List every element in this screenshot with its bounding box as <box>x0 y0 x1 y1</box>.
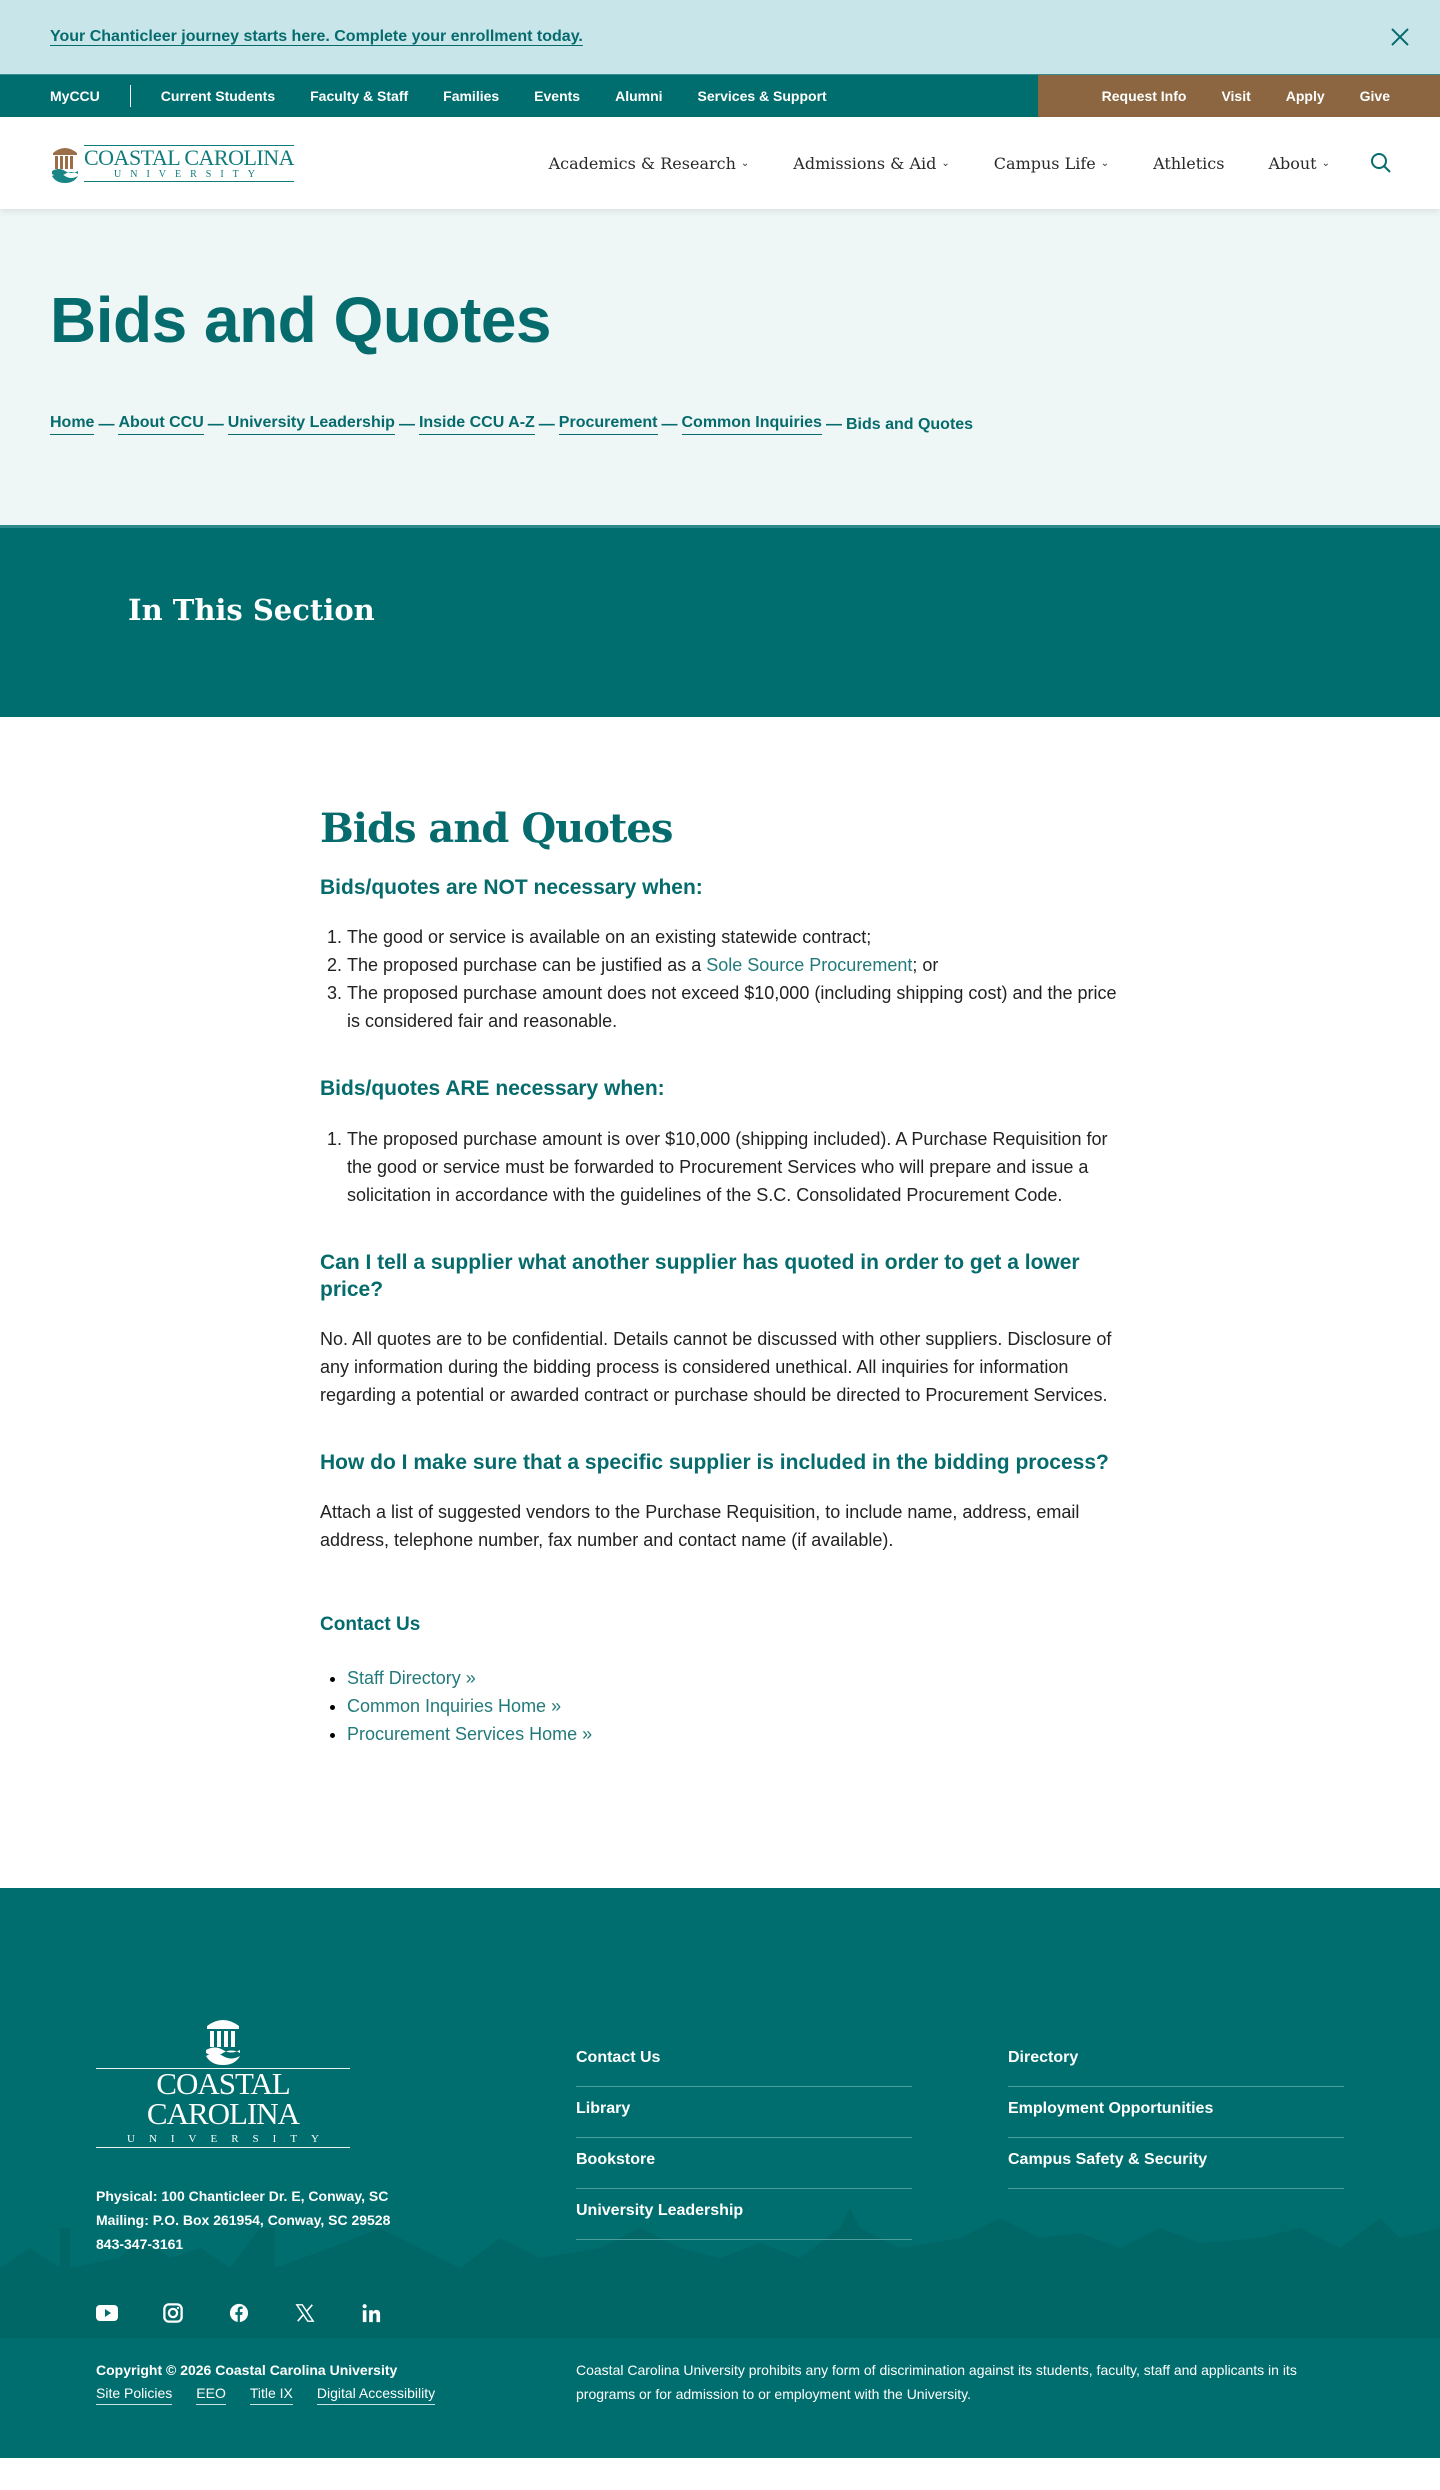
close-icon <box>1388 25 1412 49</box>
utility-link-alumni[interactable]: Alumni <box>615 88 663 104</box>
breadcrumb <box>50 414 1390 435</box>
faq-answer: No. All quotes are to be confidential. Details cannot be discussed with other suppliers. Disclosure of any information during the bidding process is considered unethical. All inquiries for information regarding a potential or awarded contract or purchase should be directed to Procurement Services. <box>320 1329 1112 1406</box>
utility-link-services-support[interactable]: Services & Support <box>697 88 827 104</box>
list-item-text: The proposed purchase can be justified as a <box>347 955 707 976</box>
in-this-section-band <box>0 525 1440 717</box>
give-link[interactable]: Give <box>1359 88 1390 104</box>
utility-link-current-students[interactable]: Current Students <box>160 88 276 104</box>
alert-close-button[interactable] <box>1388 25 1412 49</box>
faq-question: Can I tell a supplier what another supplier has quoted in order to get a lower price? <box>320 1250 1080 1301</box>
footer-link-library[interactable]: Library <box>576 2087 912 2138</box>
contact-us-heading: Contact Us <box>320 1614 421 1636</box>
breadcrumb-common-inquiries[interactable]: Common Inquiries <box>682 414 822 435</box>
phone-number: 843-347-3161 <box>96 2236 184 2253</box>
sole-source-procurement-link[interactable]: Sole Source Procurement <box>706 955 913 976</box>
breadcrumb-university-leadership[interactable]: University Leadership <box>228 414 395 435</box>
breadcrumb-inside-ccu-a-z[interactable]: Inside CCU A-Z <box>419 414 535 435</box>
nav-label: Admissions & Aid <box>793 153 937 173</box>
utility-link-families[interactable]: Families <box>443 88 500 104</box>
site-policies-link[interactable]: Site Policies <box>96 2382 172 2405</box>
nav-admissions-aid[interactable] <box>793 154 950 173</box>
contact-links-list <box>320 1664 1120 1748</box>
list-item <box>347 1664 1120 1692</box>
in-this-section-heading: In This Section <box>128 593 375 627</box>
utility-divider <box>130 85 131 107</box>
nondiscrimination-statement: Coastal Carolina University prohibits any form of discrimination against its students, faculty, staff and applicants in its programs or for admission to or employment with the University. <box>576 2362 1297 2403</box>
digital-accessibility-link[interactable]: Digital Accessibility <box>317 2382 435 2405</box>
page-title: Bids and Quotes <box>50 284 551 356</box>
cupola-wave-logo-icon <box>50 141 80 185</box>
university-logo[interactable] <box>50 141 294 185</box>
footer-link-university-leadership[interactable]: University Leadership <box>576 2189 912 2240</box>
mailing-address: Mailing: P.O. Box 261954, Conway, SC 29528 <box>96 2212 391 2229</box>
x-link[interactable] <box>294 2302 316 2324</box>
linkedin-link[interactable] <box>360 2302 382 2324</box>
breadcrumb-home[interactable]: Home <box>50 414 94 435</box>
breadcrumb-about-ccu[interactable]: About CCU <box>118 414 203 435</box>
list-item-suffix: ; or <box>912 955 939 976</box>
common-inquiries-home-link[interactable]: Common Inquiries Home » <box>347 1696 562 1717</box>
enrollment-alert-link[interactable]: Your Chanticleer journey starts here. Complete your enrollment today. <box>50 28 583 45</box>
nav-label: About <box>1268 153 1317 173</box>
cupola-wave-logo-icon <box>203 2012 243 2066</box>
footer-links-column-2 <box>1008 2012 1344 2324</box>
nav-about[interactable] <box>1268 154 1330 173</box>
utility-link-myccu[interactable]: MyCCU <box>50 88 100 104</box>
footer-bottom <box>96 2358 1344 2406</box>
footer-logo-subtitle: UNIVERSITY <box>127 2133 333 2146</box>
nav-academics-research[interactable] <box>549 154 750 173</box>
footer-link-bookstore[interactable]: Bookstore <box>576 2138 912 2189</box>
staff-directory-link[interactable]: Staff Directory » <box>347 1668 476 1689</box>
footer-info <box>96 2012 576 2324</box>
audience-nav <box>0 75 1038 117</box>
social-links <box>96 2302 576 2324</box>
nav-label: Academics & Research <box>548 153 736 173</box>
necessary-heading: Bids/quotes ARE necessary when: <box>320 1077 665 1101</box>
eeo-link[interactable]: EEO <box>196 2382 226 2405</box>
nav-label: Campus Life <box>993 153 1096 173</box>
footer-legal <box>96 2358 576 2406</box>
not-necessary-heading: Bids/quotes are NOT necessary when: <box>320 876 703 899</box>
linkedin-icon <box>361 2303 381 2323</box>
copyright-text: Copyright © 2026 Coastal Carolina University <box>96 2362 398 2379</box>
title-ix-link[interactable]: Title IX <box>250 2382 293 2405</box>
logo-wordmark <box>84 145 294 182</box>
facebook-icon <box>229 2303 249 2323</box>
chevron-down-icon: ⌄ <box>941 157 950 169</box>
footer-logo-mark <box>96 2012 350 2066</box>
instagram-icon <box>163 2303 183 2323</box>
necessary-list <box>320 1125 1120 1209</box>
breadcrumb-separator: — <box>825 415 842 433</box>
breadcrumb-separator: — <box>98 415 115 433</box>
nav-athletics[interactable] <box>1153 154 1224 173</box>
youtube-link[interactable] <box>96 2302 118 2324</box>
visit-link[interactable]: Visit <box>1221 88 1251 104</box>
footer-link-employment-opportunities[interactable]: Employment Opportunities <box>1008 2087 1344 2138</box>
list-item: 3. The proposed purchase amount does not exceed $10,000 (including shipping cost) and the price is considered fair and reasonable. <box>347 979 1120 1035</box>
youtube-icon <box>96 2305 118 2321</box>
breadcrumb-separator: — <box>538 415 555 433</box>
enrollment-alert-bar <box>0 0 1440 74</box>
footer-main <box>0 1888 1440 2324</box>
footer-logo-wordmark <box>96 2068 350 2148</box>
breadcrumb-separator: — <box>207 415 224 433</box>
nav-label: Athletics <box>1153 153 1225 173</box>
utility-nav <box>0 74 1440 117</box>
site-footer <box>0 1888 1440 2458</box>
footer-link-contact-us[interactable]: Contact Us <box>576 2012 912 2087</box>
primary-nav <box>505 152 1392 174</box>
apply-link[interactable]: Apply <box>1285 88 1325 104</box>
procurement-services-home-link[interactable]: Procurement Services Home » <box>347 1724 593 1745</box>
main-header <box>0 117 1440 209</box>
list-item: 1. The good or service is available on an existing statewide contract; <box>347 923 1120 951</box>
action-nav <box>1038 75 1440 117</box>
faq-question: How do I make sure that a specific supplier is included in the bidding process? <box>320 1451 1109 1475</box>
logo-subtitle: UNIVERSITY <box>114 168 265 180</box>
search-button[interactable] <box>1370 152 1392 174</box>
page-hero <box>0 209 1440 525</box>
main-content <box>320 717 1120 1888</box>
breadcrumb-procurement[interactable]: Procurement <box>559 414 658 435</box>
legal-links <box>96 2382 576 2405</box>
faq-answer: Attach a list of suggested vendors to the Purchase Requisition, to include name, address, email address, telephone number, fax number and contact name (if available). <box>320 1502 1080 1551</box>
not-necessary-list <box>320 923 1120 1035</box>
footer-link-directory[interactable]: Directory <box>1008 2012 1344 2087</box>
footer-logo-name: COASTAL CAROLINA <box>146 2066 300 2132</box>
utility-link-events[interactable]: Events <box>534 88 581 104</box>
list-item <box>347 951 1120 979</box>
breadcrumb-separator: — <box>661 415 678 433</box>
breadcrumb-separator: — <box>398 415 415 433</box>
footer-link-campus-safety-security[interactable]: Campus Safety & Security <box>1008 2138 1344 2189</box>
list-item: 1. The proposed purchase amount is over $10,000 (shipping included). A Purchase Requisition for the good or service must be forwarded to Procurement Services who will prepare and issue a solicitation in accordance with the guidelines of the S.C. Consolidated Procurement Code. <box>347 1125 1120 1209</box>
facebook-link[interactable] <box>228 2302 250 2324</box>
physical-address: Physical: 100 Chanticleer Dr. E, Conway, SC <box>96 2188 389 2205</box>
list-item <box>347 1692 1120 1720</box>
list-item <box>347 1720 1120 1748</box>
logo-name: COASTAL CAROLINA <box>84 144 295 170</box>
breadcrumb-current: Bids and Quotes <box>845 415 974 433</box>
nav-campus-life[interactable] <box>994 154 1109 173</box>
x-twitter-icon <box>295 2303 315 2323</box>
utility-link-faculty-staff[interactable]: Faculty & Staff <box>310 88 409 104</box>
instagram-link[interactable] <box>162 2302 184 2324</box>
chevron-down-icon: ⌄ <box>740 157 750 169</box>
chevron-down-icon: ⌄ <box>1321 157 1330 169</box>
content-heading: Bids and Quotes <box>320 805 673 852</box>
footer-logo[interactable] <box>96 2012 350 2148</box>
request-info-link[interactable]: Request Info <box>1101 88 1187 104</box>
footer-links-column-1 <box>576 2012 912 2324</box>
chevron-down-icon: ⌄ <box>1100 157 1110 169</box>
footer-address <box>96 2184 576 2256</box>
search-icon <box>1370 152 1392 174</box>
